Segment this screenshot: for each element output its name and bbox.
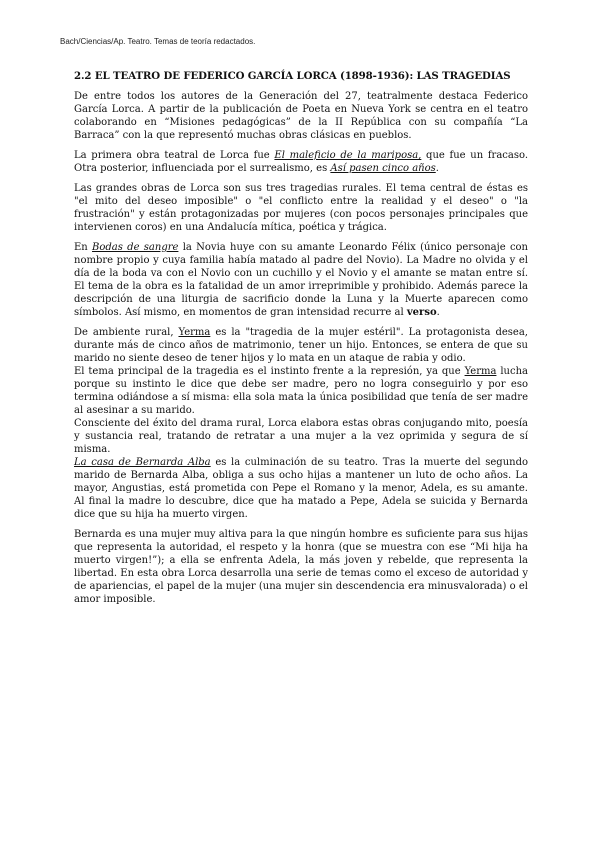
paragraph-first-works (74, 149, 528, 175)
text-fragment: . (435, 163, 439, 174)
paragraph-rural-tragedies: Las grandes obras de Lorca son sus tres tragedias rurales. El tema central de éstas es "el mito del deseo imposible" o "el conflicto entre la realidad y el deseo" o "la frustración" y están protagonizadas por mujeres (con pocos personajes principales que intervienen coros) en una Andalucía mítica, poética y trágica. (74, 183, 528, 233)
running-header: Bach/Ciencias/Ap. Teatro. Temas de teoría redactados. (60, 37, 256, 46)
paragraph-bernarda-themes: Bernarda es una mujer muy altiva para la que ningún hombre es suficiente para sus hijas que representa la autoridad, el respeto y la honra (que se muestra con ese “Mi hija ha muerto virgen!”); a ella se enfrenta Adela, la más joven y rebelde, que representa la libertad. En esta obra Lorca desarrolla una serie de temas como el exceso de autoridad y de apariencias, el papel de la mujer (una mujer sin descendencia era minusvalorada) o el amor imposible. (74, 529, 528, 605)
paragraph-drama-rural: Consciente del éxito del drama rural, Lorca elabora estas obras conjugando mito, poesía y sustancia real, tratando de retratar a una mujer a la vez oprimida y segura de sí misma. (74, 418, 528, 455)
paragraph-yerma-theme (74, 365, 528, 417)
text-fragment: es la culminación de su teatro. Tras la muerte del segundo marido de Bernarda Alba, obliga a sus ocho hijas a mantener un luto de ocho años. La mayor, Angustias, está prometida con Pepe el Romano y la menor, Adela, es su amante. Al final la madre lo descubre, dice que ha matado a Pepe, Adela se suicida y Bernarda dice que su hija ha muerto virgen. (74, 457, 529, 520)
text-fragment: la Novia huye con su amante Leonardo Félix (único personaje con nombre propio y cuya familia había matado al padre del Novio). La Madre no olvida y el día de la boda va con el Novio con un cuchillo y el Novio y el amante se matan entre sí. El tema de la obra es la fatalidad de un amor irreprimible y prohibido. Además parece la descripción de una liturgia de sacrificio donde la Luna y la Muerte aparecen como símbolos. Así mismo, en momentos de gran intensidad recurre al (74, 242, 529, 318)
paragraph-yerma (74, 326, 528, 365)
work-title-yerma: Yerma (178, 327, 211, 338)
document-body (74, 70, 528, 613)
paragraph-bernarda (74, 456, 528, 521)
paragraph-intro: De entre todos los autores de la Generación del 27, teatralmente destaca Federico García Lorca. A partir de la publicación de Poeta en Nueva York se centra en el teatro colaborando en “Misiones pedagógicas” de la II República con su compañía “La Barraca” con la que representó muchas obras clásicas en pueblos. (74, 91, 528, 141)
text-fragment: que fue un fracaso. Otra posterior, influenciada por el surrealismo, es (74, 150, 529, 174)
work-title-bodas: Bodas de sangre (92, 242, 179, 253)
text-fragment: lucha porque su instinto le dice que debe ser madre, pero no logra conseguirlo y por eso termina odiándose a sí misma: ella sola mata la única posibilidad que tenía de ser madre al asesinar a su marido. (74, 366, 528, 416)
text-fragment: En (74, 242, 93, 253)
text-fragment: . (436, 307, 440, 318)
paragraph-bodas (74, 241, 528, 319)
work-title-asi-pasen: Así pasen cinco años (330, 163, 436, 174)
bold-term-verso: verso (406, 307, 437, 318)
text-fragment: De ambiente rural, (74, 327, 179, 338)
section-title: 2.2 EL TEATRO DE FEDERICO GARCÍA LORCA (1898-1936): LAS TRAGEDIAS (74, 70, 511, 82)
work-title-yerma: Yerma (464, 366, 497, 377)
text-fragment: La primera obra teatral de Lorca fue (74, 150, 275, 161)
work-title-maleficio: El maleficio de la mariposa, (274, 150, 422, 161)
text-fragment: es la "tragedia de la mujer estéril". La protagonista desea, durante más de cinco años de matrimonio, tener un hijo. Entonces, se entera de que su marido no siente deseo de tener hijos y lo mata en un ataque de rabia y odio. (74, 327, 528, 364)
work-title-bernarda: La casa de Bernarda Alba (74, 457, 211, 468)
text-fragment: El tema principal de la tragedia es el instinto frente a la represión, ya que (74, 366, 465, 377)
